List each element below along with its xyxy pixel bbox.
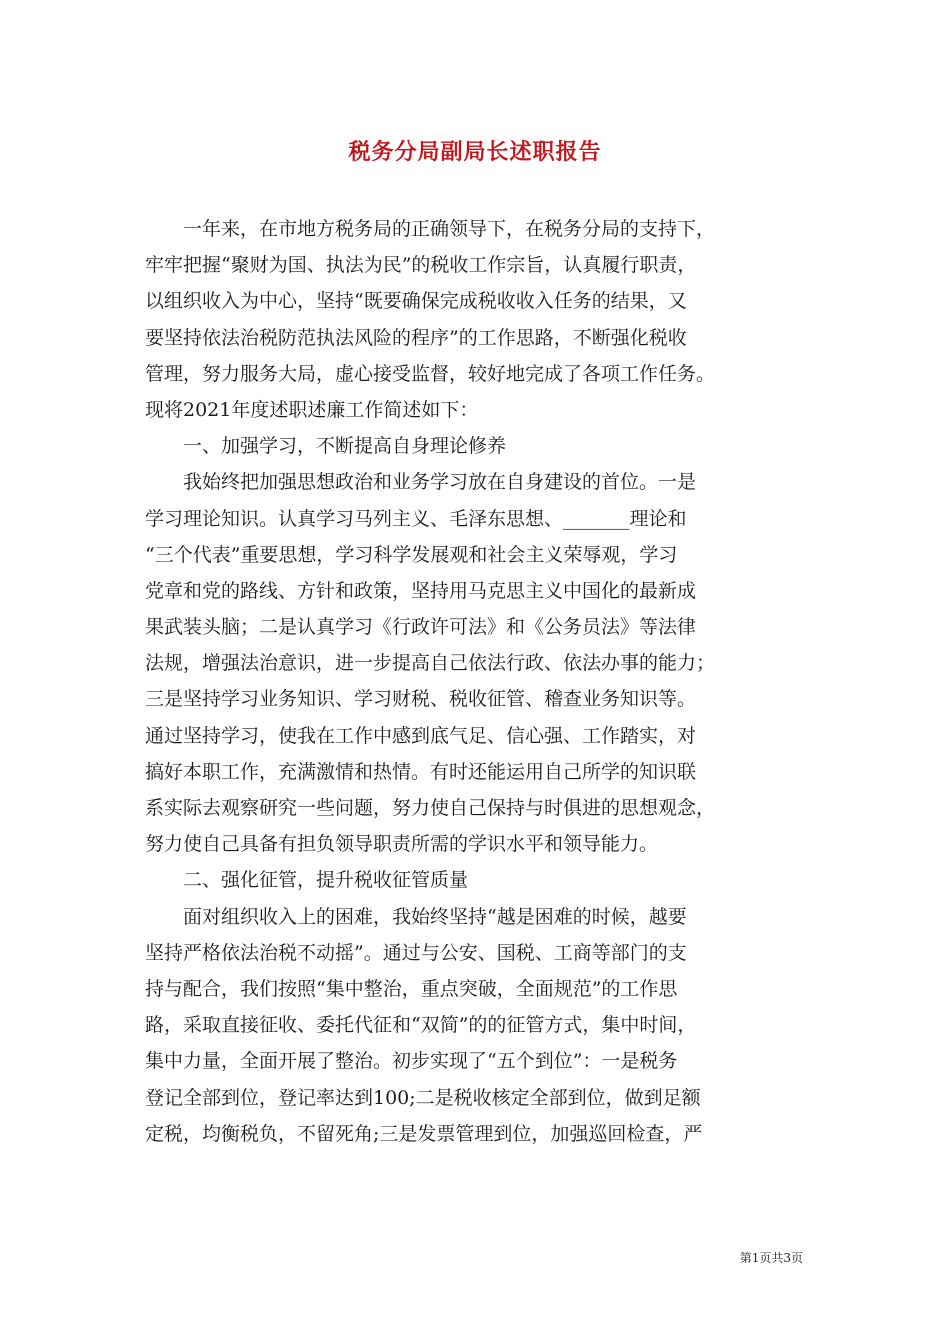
- document-title: 税务分局副局长述职报告: [348, 139, 602, 165]
- body-line: 努力使自己具备有担负领导职责所需的学识水平和领导能力。: [145, 833, 659, 856]
- body-line: 牢牢把握“聚财为国、执法为民”的税收工作宗旨，认真履行职责，: [145, 254, 697, 277]
- body-line: 系实际去观察研究一些问题，努力使自己保持与时俱进的思想观念，: [145, 797, 716, 819]
- body-line: 路，采取直接征收、委托代征和“双简”的的征管方式，集中时间，: [145, 1014, 697, 1037]
- body-line: 一年来，在市地方税务局的正确领导下，在税务分局的支持下，: [183, 218, 716, 240]
- body-line: 集中力量，全面开展了整治。初步实现了“五个到位”：一是税务: [145, 1050, 678, 1073]
- body-line: 通过坚持学习，使我在工作中感到底气足、信心强、工作踏实，对: [145, 724, 697, 747]
- body-line: 果武装头脑；二是认真学习《行政许可法》和《公务员法》等法律: [145, 616, 697, 639]
- body-line: 要坚持依法治税防范执法风险的程序”的工作思路，不断强化税收: [145, 326, 687, 349]
- body-line: 现将2021年度述职述廉工作简述如下：: [145, 398, 479, 421]
- page-footer: 第1页共3页: [739, 1251, 803, 1265]
- body-line: 法规，增强法治意识，进一步提高自己依法行政、依法办事的能力；: [145, 652, 716, 675]
- body-line: 二、强化征管，提升税收征管质量: [183, 869, 469, 892]
- body-line: 三是坚持学习业务知识、学习财税、税收征管、稽查业务知识等。: [145, 688, 697, 711]
- body-line: 以组织收入为中心，坚持“既要确保完成税收收入任务的结果，又: [145, 290, 687, 313]
- body-line: “三个代表”重要思想，学习科学发展观和社会主义荣辱观，学习: [145, 543, 678, 566]
- body-line: 党章和党的路线、方针和政策，坚持用马克思主义中国化的最新成: [145, 579, 697, 602]
- body-line: 面对组织收入上的困难，我始终坚持“越是困难的时候，越要: [183, 905, 687, 928]
- body-line: 定税，均衡税负，不留死角;三是发票管理到位，加强巡回检查，严: [145, 1122, 703, 1145]
- body-line: 学习理论知识。认真学习马列主义、毛泽东思想、_______理论和: [145, 507, 687, 530]
- document-body: [145, 211, 805, 1152]
- body-line: 搞好本职工作，充满激情和热情。有时还能运用自己所学的知识联: [145, 760, 697, 783]
- body-line: 我始终把加强思想政治和业务学习放在自身建设的首位。一是: [183, 471, 697, 494]
- body-line: 一、加强学习，不断提高自身理论修养: [183, 435, 507, 458]
- body-line: 坚持严格依法治税不动摇”。通过与公安、国税、工商等部门的支: [145, 941, 687, 964]
- body-line: 持与配合，我们按照“集中整治，重点突破，全面规范”的工作思: [145, 977, 678, 1000]
- body-line: 管理，努力服务大局，虚心接受监督，较好地完成了各项工作任务。: [145, 362, 716, 385]
- body-line: 登记全部到位，登记率达到100;二是税收核定全部到位，做到足额: [145, 1086, 701, 1109]
